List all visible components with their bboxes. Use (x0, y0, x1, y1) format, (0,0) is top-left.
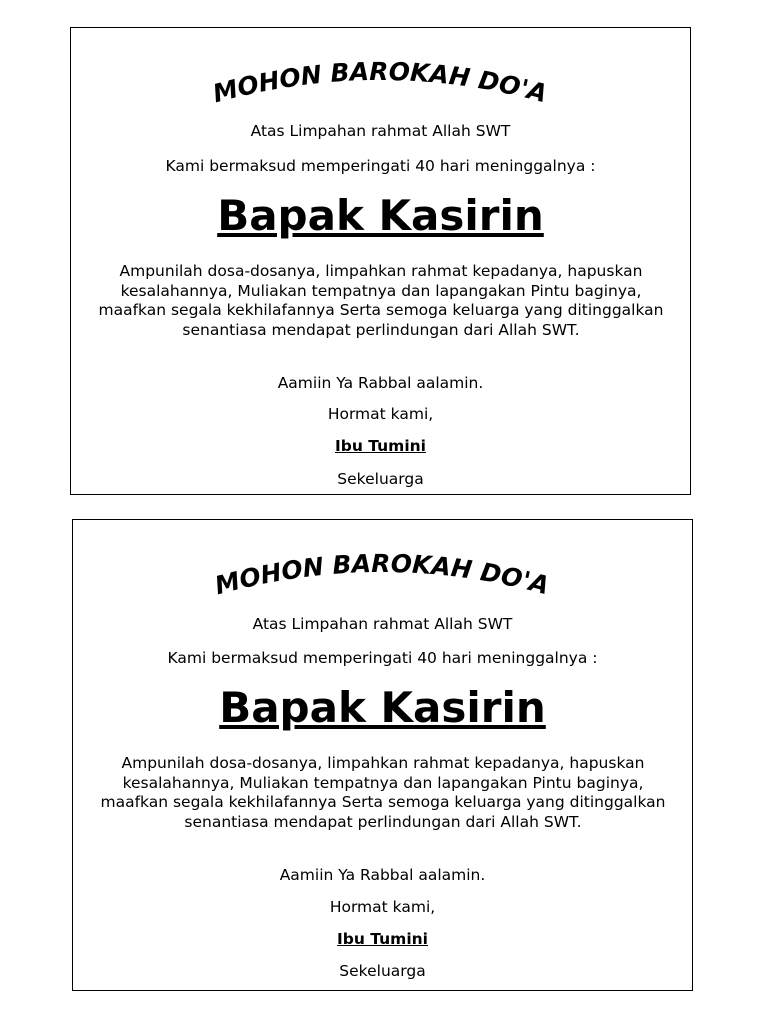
deceased-name: Bapak Kasirin (219, 683, 546, 732)
invitation-card-2 (72, 519, 693, 991)
amen-line: Aamiin Ya Rabbal aalamin. (277, 374, 484, 392)
amen-line: Aamiin Ya Rabbal aalamin. (279, 866, 486, 884)
card-heading: MOHON BAROKAH DO'A (209, 56, 551, 109)
opening-line: Atas Limpahan rahmat Allah SWT (250, 122, 511, 140)
signer-name: Ibu Tumini (334, 437, 426, 455)
family-line: Sekeluarga (339, 962, 426, 980)
purpose-line: Kami bermaksud memperingati 40 hari meninggalnya : (165, 157, 596, 175)
closing-line: Hormat kami, (329, 898, 436, 916)
prayer-paragraph: Ampunilah dosa-dosanya, limpahkan rahmat kepadanya, hapuskan kesalahannya, Muliakan tempatnya dan lapangakan Pintu baginya, maafkan segala kekhilafannya Serta semoga keluarga yang ditinggalkan senantiasa mendapat perlindungan dari Allah SWT. (98, 262, 664, 339)
invitation-card-1 (70, 27, 691, 495)
family-line: Sekeluarga (337, 470, 424, 488)
prayer-paragraph: Ampunilah dosa-dosanya, limpahkan rahmat kepadanya, hapuskan kesalahannya, Muliakan tempatnya dan lapangakan Pintu baginya, maafkan segala kekhilafannya Serta semoga keluarga yang ditinggalkan senantiasa mendapat perlindungan dari Allah SWT. (100, 754, 666, 831)
opening-line: Atas Limpahan rahmat Allah SWT (252, 615, 513, 633)
closing-line: Hormat kami, (327, 405, 434, 423)
signer-name: Ibu Tumini (336, 930, 428, 948)
purpose-line: Kami bermaksud memperingati 40 hari meninggalnya : (167, 649, 598, 667)
card-heading: MOHON BAROKAH DO'A (211, 548, 553, 601)
deceased-name: Bapak Kasirin (217, 191, 544, 240)
